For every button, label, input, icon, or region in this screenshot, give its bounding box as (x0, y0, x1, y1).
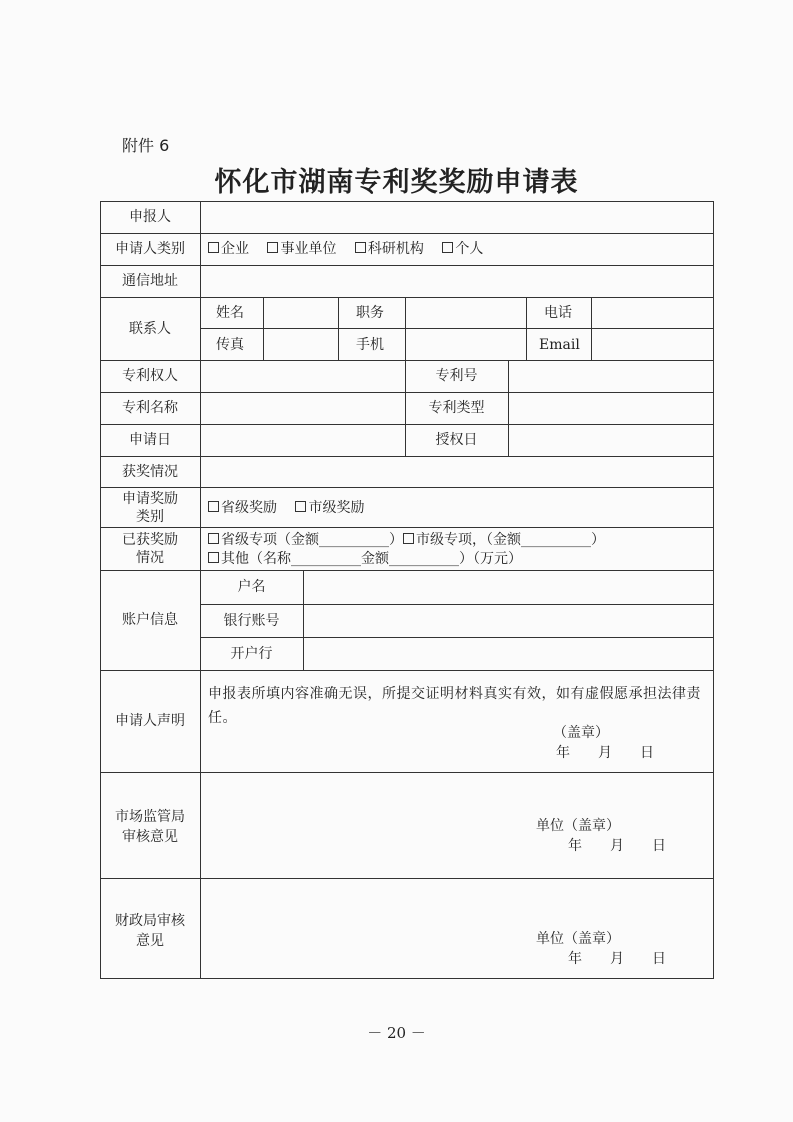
declaration-text: 申报表所填内容准确无误，所提交证明材料真实有效，如有虚假愿承担法律责任。 (208, 686, 701, 726)
reward-category-options (208, 499, 378, 517)
checkbox-icon (208, 242, 219, 253)
market-review-label-2: 审核意见 (122, 829, 178, 845)
checkbox-icon (403, 533, 414, 544)
received-label-2: 情况 (136, 550, 164, 566)
patent-type-label: 专利类型 (428, 400, 485, 416)
market-review-label-1: 市场监管局 (115, 809, 185, 825)
bank-label: 开户行 (230, 646, 273, 662)
checkbox-city-reward[interactable] (295, 500, 364, 516)
finance-date: 年 月 日 (568, 951, 666, 967)
applicant-category-options (208, 240, 497, 258)
mobile-field[interactable] (406, 329, 526, 360)
checkbox-enterprise[interactable] (208, 241, 249, 257)
position-label: 职务 (356, 305, 384, 321)
checkbox-icon (267, 242, 278, 253)
checkbox-icon (442, 242, 453, 253)
fax-label: 传真 (216, 337, 244, 353)
patent-name-label: 专利名称 (122, 400, 178, 416)
option-label: 个人 (455, 241, 484, 257)
checkbox-institution[interactable] (267, 241, 336, 257)
applicant-category-label: 申请人类别 (115, 241, 185, 257)
grant-date-field[interactable] (509, 425, 713, 456)
grant-date-label: 授权日 (435, 432, 478, 448)
attachment-label: 附件 6 (122, 136, 170, 155)
seal-text: （盖章） (553, 725, 609, 741)
checkbox-icon (355, 242, 366, 253)
page-title: 怀化市湖南专利奖奖励申请表 (214, 167, 579, 198)
position-field[interactable] (406, 298, 526, 328)
reward-category-label-1: 申请奖励 (122, 491, 178, 507)
received-label-1: 已获奖励 (122, 532, 178, 548)
reward-category-label-2: 类别 (136, 509, 164, 525)
received-line-2 (208, 550, 522, 568)
checkbox-city-special[interactable] (403, 532, 416, 548)
option-label: 企业 (221, 241, 249, 257)
email-field[interactable] (592, 329, 713, 360)
phone-field[interactable] (592, 298, 713, 328)
checkbox-research[interactable] (355, 241, 424, 257)
option-label: 省级奖励 (221, 500, 277, 516)
checkbox-individual[interactable] (442, 241, 483, 257)
patentee-label: 专利权人 (122, 368, 178, 384)
blank-line: __________ (319, 532, 389, 548)
option-label: 事业单位 (280, 241, 337, 257)
received-text: ） (591, 532, 605, 548)
apply-date-label: 申请日 (129, 432, 171, 448)
checkbox-icon (208, 501, 219, 512)
email-label: Email (539, 337, 580, 353)
received-text: ）（万元） (459, 551, 522, 567)
option-label: 科研机构 (367, 241, 424, 257)
bank-account-field[interactable] (304, 605, 713, 637)
address-label: 通信地址 (122, 273, 178, 289)
finance-review-label-2: 意见 (136, 933, 164, 949)
checkbox-provincial-special[interactable] (208, 532, 221, 548)
bank-account-label: 银行账号 (223, 613, 280, 629)
account-label: 账户信息 (122, 612, 178, 628)
page-number: － 20 － (367, 1024, 426, 1042)
received-line-1 (208, 531, 605, 549)
received-text: 其他（名称 (221, 551, 291, 567)
name-field[interactable] (264, 298, 338, 328)
awards-field[interactable] (201, 457, 713, 487)
checkbox-icon (208, 552, 219, 563)
blank-line: __________ (291, 551, 361, 567)
contact-label: 联系人 (129, 321, 171, 337)
mobile-label: 手机 (356, 337, 384, 353)
patent-name-field[interactable] (201, 393, 405, 424)
blank-line: __________ (389, 551, 459, 567)
awards-label: 获奖情况 (122, 464, 178, 480)
address-field[interactable] (201, 266, 713, 297)
received-text: ） (389, 532, 403, 548)
market-date: 年 月 日 (568, 838, 666, 854)
patentee-field[interactable] (201, 361, 405, 392)
checkbox-icon (208, 533, 219, 544)
name-label: 姓名 (216, 305, 244, 321)
fax-field[interactable] (264, 329, 338, 360)
option-label: 市级奖励 (308, 500, 365, 516)
market-review-field[interactable] (201, 773, 713, 878)
apply-date-field[interactable] (201, 425, 405, 456)
patent-no-field[interactable] (509, 361, 713, 392)
account-name-field[interactable] (304, 571, 713, 604)
received-text: 省级专项（金额 (221, 532, 319, 548)
checkbox-provincial-reward[interactable] (208, 500, 277, 516)
checkbox-other[interactable] (208, 551, 221, 567)
market-unit-seal: 单位（盖章） (536, 818, 620, 834)
phone-label: 电话 (544, 305, 572, 321)
declaration-date: 年 月 日 (556, 745, 654, 761)
applicant-label: 申报人 (129, 209, 171, 225)
finance-review-field[interactable] (201, 879, 713, 978)
received-text: 金额 (361, 551, 389, 567)
received-text: 市级专项，（金额 (416, 532, 521, 548)
blank-line: __________ (521, 532, 591, 548)
account-name-label: 户名 (237, 579, 266, 595)
applicant-field[interactable] (201, 202, 713, 233)
finance-review-label-1: 财政局审核 (115, 913, 185, 929)
finance-unit-seal: 单位（盖章） (536, 931, 620, 947)
patent-type-field[interactable] (509, 393, 713, 424)
bank-field[interactable] (304, 638, 713, 670)
patent-no-label: 专利号 (435, 368, 478, 384)
checkbox-icon (295, 501, 306, 512)
declaration-label: 申请人声明 (115, 713, 185, 729)
